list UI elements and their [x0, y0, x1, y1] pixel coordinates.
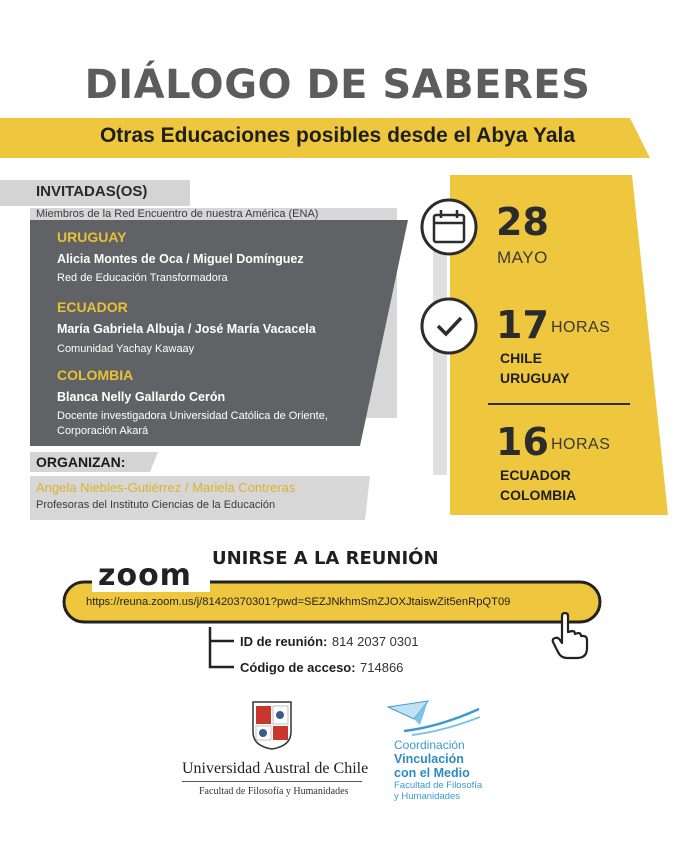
- organizers-heading: ORGANIZAN:: [36, 454, 126, 470]
- time1-country-chile: CHILE: [500, 350, 542, 366]
- meeting-id-row: [240, 633, 419, 651]
- coord-line1: Coordinación: [394, 738, 465, 752]
- guests-uruguay: Alicia Montes de Oca / Miguel Domínguez: [57, 252, 304, 266]
- time2-country-colombia: COLOMBIA: [500, 487, 577, 503]
- meeting-id-value: 814 2037 0301: [331, 634, 419, 649]
- uach-faculty: Facultad de Filosofía y Humanidades: [199, 786, 349, 797]
- coord-faculty1: Facultad de Filosofía: [394, 780, 483, 791]
- event-day: 28: [496, 200, 549, 244]
- coord-line3: con el Medio: [394, 766, 470, 780]
- info-bracket: [200, 625, 240, 675]
- country-ecuador: ECUADOR: [57, 299, 128, 315]
- meeting-code-label: Código de acceso:: [240, 660, 356, 675]
- zoom-logo: zoom: [98, 558, 192, 593]
- time1-unit: HORAS: [551, 319, 611, 336]
- guests-heading: INVITADAS(OS): [36, 183, 148, 200]
- page-subtitle: Otras Educaciones posibles desde el Abya Yala: [99, 124, 576, 147]
- organizers-names: Angela Niebles-Gutiérrez / Mariela Contreras: [36, 480, 296, 495]
- organizers-description: Profesoras del Instituto Ciencias de la Educación: [36, 499, 276, 511]
- country-colombia: COLOMBIA: [57, 367, 134, 383]
- clock-icon: [420, 297, 478, 355]
- meeting-id-label: ID de reunión:: [240, 634, 328, 649]
- org-colombia-line2: Corporación Akará: [57, 425, 149, 437]
- time1-country-uruguay: URUGUAY: [500, 370, 570, 386]
- time2-hour: 16: [496, 420, 549, 464]
- uach-shield-logo: [251, 700, 293, 750]
- time1-hour: 17: [496, 303, 549, 347]
- time2-country-ecuador: ECUADOR: [500, 467, 571, 483]
- event-month: MAYO: [497, 248, 548, 267]
- org-ecuador: Comunidad Yachay Kawaay: [57, 343, 195, 355]
- org-colombia-line1: Docente investigadora Universidad Católica de Oriente,: [57, 410, 328, 422]
- uach-name: Universidad Austral de Chile: [182, 760, 369, 777]
- meeting-code-value: 714866: [360, 660, 404, 675]
- coord-line2: Vinculación: [394, 752, 464, 766]
- page-title: DIÁLOGO DE SABERES: [84, 62, 591, 108]
- network-label: Miembros de la Red Encuentro de nuestra América (ENA): [36, 208, 319, 220]
- org-uruguay: Red de Educación Transformadora: [57, 272, 228, 284]
- time2-unit: HORAS: [551, 436, 611, 453]
- guests-ecuador: María Gabriela Albuja / José María Vacacela: [57, 322, 316, 336]
- meeting-code-row: [240, 659, 403, 677]
- meeting-url-link[interactable]: https://reuna.zoom.us/j/81420370301?pwd=SEZJNkhmSmZJOXJtaiswZit5enRpQT09: [86, 596, 511, 608]
- coord-faculty2: y Humanidades: [394, 791, 461, 802]
- coordination-logo-mark: [384, 697, 484, 737]
- uach-divider: [182, 781, 362, 782]
- hand-pointer-icon: [550, 612, 590, 660]
- country-uruguay: URUGUAY: [57, 229, 127, 245]
- join-meeting-label: UNIRSE A LA REUNIÓN: [212, 548, 439, 569]
- guests-colombia: Blanca Nelly Gallardo Cerón: [57, 390, 226, 404]
- calendar-icon: [420, 198, 478, 256]
